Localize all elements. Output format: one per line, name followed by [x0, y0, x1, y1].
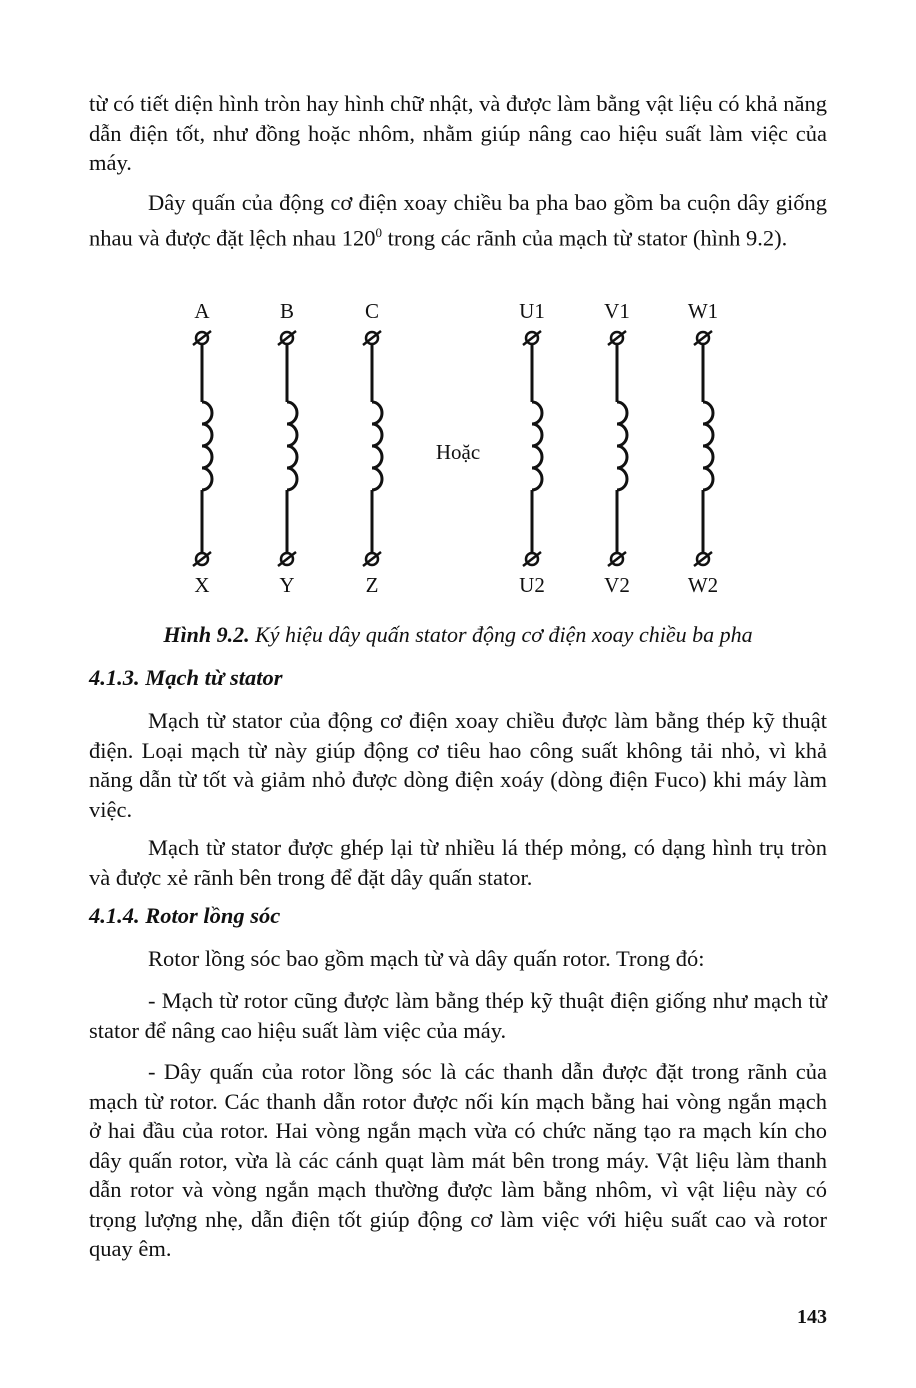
section-heading-4-1-4: 4.1.4. Rotor lồng sóc [89, 903, 281, 928]
terminal-label-v1: V1 [604, 299, 630, 323]
caption-text: Ký hiệu dây quấn stator động cơ điện xoay chiều ba pha [249, 622, 753, 647]
terminal-label-w1: W1 [687, 299, 719, 323]
winding-text-end: trong các rãnh của mạch từ stator (hình 9.2). [382, 225, 788, 250]
paragraph-intro: từ có tiết diện hình tròn hay hình chữ nhật, và được làm bằng vật liệu có khả năng dẫn điện tốt, như đồng hoặc nhôm, nhằm giúp nâng cao hiệu suất làm việc của máy. [89, 91, 827, 175]
coil-w1-w2 [694, 331, 713, 566]
terminal-label-b: B [279, 299, 295, 323]
terminal-label-z: Z [365, 573, 379, 597]
alternative-label: Hoặc [435, 440, 481, 464]
caption-number: Hình 9.2. [163, 622, 250, 647]
terminal-label-v2: V2 [604, 573, 630, 597]
terminal-label-u1: U1 [519, 299, 545, 323]
coil-b-y [278, 331, 297, 566]
stator-winding-figure [0, 290, 916, 610]
paragraph-stator-core: Mạch từ stator của động cơ điện xoay chiều được làm bằng thép kỹ thuật điện. Loại mạch từ này giúp động cơ tiêu hao công suất không tải nhỏ, vì khả năng dẫn từ tốt và giảm nhỏ được dòng điện xoáy (dòng điện Fuco) khi máy làm việc. [89, 708, 827, 822]
terminal-label-u2: U2 [519, 573, 545, 597]
terminal-label-a: A [194, 299, 210, 323]
coil-v1-v2 [608, 331, 627, 566]
coil-a-x [193, 331, 212, 566]
terminal-label-c: C [364, 299, 380, 323]
page-number: 143 [797, 1306, 827, 1328]
paragraph-rotor-winding: - Dây quấn của rotor lồng sóc là các thanh dẫn được đặt trong rãnh của mạch từ rotor. Các thanh dẫn rotor được nối kín mạch bằng hai vòng ngắn mạch ở hai đầu của rotor. Hai vòng ngắn mạch vừa có chức năng tạo ra mạch kín cho dây quấn rotor, vừa là các cánh quạt làm mát bên trong máy. Vật liệu làm thanh dẫn rotor và vòng ngắn mạch thường được làm bằng nhôm, vì vật liệu này có trọng lượng nhẹ, dẫn điện tốt giúp động cơ làm việc với hiệu suất cao và rotor quay êm. [89, 1059, 827, 1261]
terminal-label-x: X [194, 573, 210, 597]
section-heading-4-1-3: 4.1.3. Mạch từ stator [89, 665, 283, 690]
paragraph-winding [89, 188, 827, 253]
figure-caption [0, 622, 916, 648]
coil-c-z [363, 331, 382, 566]
paragraph-rotor-core: - Mạch từ rotor cũng được làm bằng thép kỹ thuật điện giống như mạch từ stator để nâng cao hiệu suất làm việc của máy. [89, 988, 827, 1043]
paragraph-stator-laminations: Mạch từ stator được ghép lại từ nhiều lá thép mỏng, có dạng hình trụ tròn và được xẻ rãnh bên trong để đặt dây quấn stator. [89, 835, 827, 890]
terminal-label-w2: W2 [687, 573, 719, 597]
winding-text-start: Dây quấn của động cơ điện xoay chiều ba pha bao gồm ba cuộn dây giống nhau và được đặt lệch nhau 120 [89, 190, 827, 250]
coil-u1-u2 [523, 331, 542, 566]
terminal-label-y: Y [279, 573, 295, 597]
degree-superscript: 0 [375, 224, 383, 240]
paragraph-rotor-intro: Rotor lồng sóc bao gồm mạch từ và dây quấn rotor. Trong đó: [148, 946, 705, 971]
